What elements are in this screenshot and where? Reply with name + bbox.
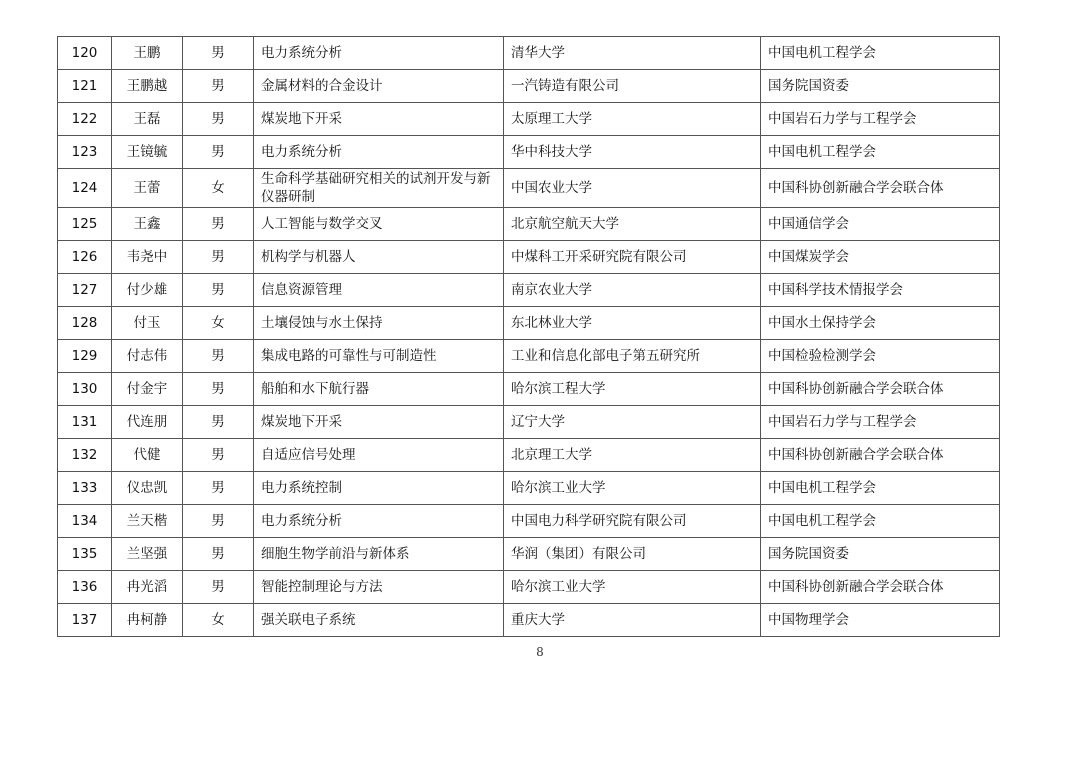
recommending-organization-cell: 中国电机工程学会 — [761, 472, 1000, 505]
table-row — [58, 505, 1000, 538]
gender-cell: 女 — [183, 604, 254, 637]
recommending-organization-cell: 中国电机工程学会 — [761, 37, 1000, 70]
recommending-organization-cell: 中国岩石力学与工程学会 — [761, 103, 1000, 136]
row-number-cell: 131 — [58, 406, 112, 439]
table-row — [58, 103, 1000, 136]
name-cell: 王镜毓 — [112, 136, 183, 169]
gender-cell: 男 — [183, 136, 254, 169]
work-unit-cell: 哈尔滨工程大学 — [504, 373, 761, 406]
name-cell: 兰天楷 — [112, 505, 183, 538]
name-cell: 兰坚强 — [112, 538, 183, 571]
table-row — [58, 373, 1000, 406]
recommending-organization-cell: 中国科学技术情报学会 — [761, 274, 1000, 307]
work-unit-cell: 北京理工大学 — [504, 439, 761, 472]
research-field-cell: 机构学与机器人 — [254, 241, 504, 274]
work-unit-cell: 哈尔滨工业大学 — [504, 571, 761, 604]
row-number-cell: 121 — [58, 70, 112, 103]
research-field-cell: 智能控制理论与方法 — [254, 571, 504, 604]
gender-cell: 男 — [183, 439, 254, 472]
research-field-cell: 集成电路的可靠性与可制造性 — [254, 340, 504, 373]
page-number: 8 — [536, 645, 544, 659]
recommending-organization-cell: 国务院国资委 — [761, 538, 1000, 571]
table-row — [58, 136, 1000, 169]
name-cell: 冉柯静 — [112, 604, 183, 637]
recommending-organization-cell: 中国科协创新融合学会联合体 — [761, 169, 1000, 208]
gender-cell: 男 — [183, 208, 254, 241]
work-unit-cell: 太原理工大学 — [504, 103, 761, 136]
gender-cell: 男 — [183, 340, 254, 373]
work-unit-cell: 重庆大学 — [504, 604, 761, 637]
table-row — [58, 538, 1000, 571]
work-unit-cell: 中国农业大学 — [504, 169, 761, 208]
table-row — [58, 169, 1000, 208]
recommending-organization-cell: 中国物理学会 — [761, 604, 1000, 637]
gender-cell: 男 — [183, 241, 254, 274]
research-field-cell: 煤炭地下开采 — [254, 406, 504, 439]
name-cell: 付玉 — [112, 307, 183, 340]
recommending-organization-cell: 中国电机工程学会 — [761, 136, 1000, 169]
row-number-cell: 120 — [58, 37, 112, 70]
gender-cell: 男 — [183, 37, 254, 70]
name-cell: 王磊 — [112, 103, 183, 136]
gender-cell: 男 — [183, 103, 254, 136]
table-row — [58, 208, 1000, 241]
table-row — [58, 472, 1000, 505]
row-number-cell: 137 — [58, 604, 112, 637]
gender-cell: 男 — [183, 70, 254, 103]
table-row — [58, 274, 1000, 307]
research-field-cell: 信息资源管理 — [254, 274, 504, 307]
row-number-cell: 135 — [58, 538, 112, 571]
recommending-organization-cell: 中国科协创新融合学会联合体 — [761, 571, 1000, 604]
research-field-cell: 电力系统分析 — [254, 37, 504, 70]
name-cell: 仪忠凯 — [112, 472, 183, 505]
row-number-cell: 129 — [58, 340, 112, 373]
work-unit-cell: 中国电力科学研究院有限公司 — [504, 505, 761, 538]
work-unit-cell: 华润（集团）有限公司 — [504, 538, 761, 571]
name-cell: 韦尧中 — [112, 241, 183, 274]
recommending-organization-cell: 国务院国资委 — [761, 70, 1000, 103]
name-cell: 王鹏 — [112, 37, 183, 70]
roster-table — [57, 36, 1000, 637]
row-number-cell: 125 — [58, 208, 112, 241]
row-number-cell: 124 — [58, 169, 112, 208]
work-unit-cell: 中煤科工开采研究院有限公司 — [504, 241, 761, 274]
name-cell: 冉光滔 — [112, 571, 183, 604]
research-field-cell: 细胞生物学前沿与新体系 — [254, 538, 504, 571]
work-unit-cell: 南京农业大学 — [504, 274, 761, 307]
research-field-cell: 金属材料的合金设计 — [254, 70, 504, 103]
work-unit-cell: 辽宁大学 — [504, 406, 761, 439]
row-number-cell: 123 — [58, 136, 112, 169]
research-field-cell: 生命科学基础研究相关的试剂开发与新仪器研制 — [254, 169, 504, 208]
table-row — [58, 340, 1000, 373]
table-row — [58, 307, 1000, 340]
name-cell: 付志伟 — [112, 340, 183, 373]
work-unit-cell: 北京航空航天大学 — [504, 208, 761, 241]
table-row — [58, 571, 1000, 604]
work-unit-cell: 哈尔滨工业大学 — [504, 472, 761, 505]
row-number-cell: 127 — [58, 274, 112, 307]
recommending-organization-cell: 中国电机工程学会 — [761, 505, 1000, 538]
roster-table-body — [58, 37, 1000, 637]
table-row — [58, 241, 1000, 274]
table-row — [58, 70, 1000, 103]
gender-cell: 男 — [183, 472, 254, 505]
table-row — [58, 439, 1000, 472]
work-unit-cell: 华中科技大学 — [504, 136, 761, 169]
research-field-cell: 电力系统分析 — [254, 136, 504, 169]
gender-cell: 男 — [183, 571, 254, 604]
recommending-organization-cell: 中国科协创新融合学会联合体 — [761, 373, 1000, 406]
row-number-cell: 133 — [58, 472, 112, 505]
recommending-organization-cell: 中国岩石力学与工程学会 — [761, 406, 1000, 439]
work-unit-cell: 工业和信息化部电子第五研究所 — [504, 340, 761, 373]
name-cell: 付金宇 — [112, 373, 183, 406]
name-cell: 王鹏越 — [112, 70, 183, 103]
research-field-cell: 自适应信号处理 — [254, 439, 504, 472]
work-unit-cell: 一汽铸造有限公司 — [504, 70, 761, 103]
recommending-organization-cell: 中国科协创新融合学会联合体 — [761, 439, 1000, 472]
row-number-cell: 122 — [58, 103, 112, 136]
row-number-cell: 130 — [58, 373, 112, 406]
gender-cell: 女 — [183, 307, 254, 340]
row-number-cell: 128 — [58, 307, 112, 340]
research-field-cell: 强关联电子系统 — [254, 604, 504, 637]
row-number-cell: 126 — [58, 241, 112, 274]
research-field-cell: 电力系统控制 — [254, 472, 504, 505]
row-number-cell: 136 — [58, 571, 112, 604]
row-number-cell: 134 — [58, 505, 112, 538]
name-cell: 代健 — [112, 439, 183, 472]
name-cell: 付少雄 — [112, 274, 183, 307]
research-field-cell: 土壤侵蚀与水土保持 — [254, 307, 504, 340]
row-number-cell: 132 — [58, 439, 112, 472]
recommending-organization-cell: 中国水土保持学会 — [761, 307, 1000, 340]
recommending-organization-cell: 中国煤炭学会 — [761, 241, 1000, 274]
research-field-cell: 电力系统分析 — [254, 505, 504, 538]
name-cell: 代连朋 — [112, 406, 183, 439]
research-field-cell: 人工智能与数学交叉 — [254, 208, 504, 241]
gender-cell: 女 — [183, 169, 254, 208]
work-unit-cell: 清华大学 — [504, 37, 761, 70]
research-field-cell: 煤炭地下开采 — [254, 103, 504, 136]
recommending-organization-cell: 中国检验检测学会 — [761, 340, 1000, 373]
table-row — [58, 604, 1000, 637]
gender-cell: 男 — [183, 274, 254, 307]
gender-cell: 男 — [183, 505, 254, 538]
gender-cell: 男 — [183, 538, 254, 571]
name-cell: 王蕾 — [112, 169, 183, 208]
table-row — [58, 406, 1000, 439]
table-row — [58, 37, 1000, 70]
work-unit-cell: 东北林业大学 — [504, 307, 761, 340]
research-field-cell: 船舶和水下航行器 — [254, 373, 504, 406]
gender-cell: 男 — [183, 406, 254, 439]
recommending-organization-cell: 中国通信学会 — [761, 208, 1000, 241]
name-cell: 王鑫 — [112, 208, 183, 241]
gender-cell: 男 — [183, 373, 254, 406]
